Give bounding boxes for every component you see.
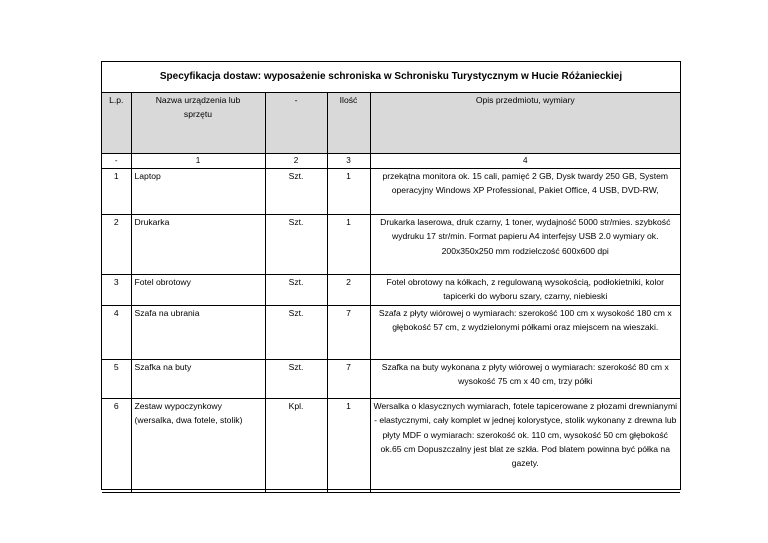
row-lp: 1 (102, 169, 131, 215)
row-name: Drukarka (131, 215, 265, 275)
row-lp: 2 (102, 215, 131, 275)
table-row (102, 360, 680, 399)
row-qty: 7 (327, 306, 370, 360)
row-name: Laptop (131, 169, 265, 215)
row-qty: 2 (327, 275, 370, 306)
row-lp: 5 (102, 360, 131, 399)
row-qty: 1 (327, 399, 370, 493)
column-number: 1 (131, 154, 265, 169)
header-row (102, 93, 680, 154)
table-row (102, 215, 680, 275)
row-description: Drukarka laserowa, druk czarny, 1 toner, wydajność 5000 str/mies. szybkość wydruku 17 str/min. Format papieru A4 interfejsy USB 2.0 wymiary ok. 200x350x250 mm rodzielczość 600x600 dpi (370, 215, 680, 275)
row-lp: 4 (102, 306, 131, 360)
column-number: 2 (265, 154, 327, 169)
row-description: Fotel obrotowy na kółkach, z regulowaną wysokością, podłokietniki, kolor tapicerki do wyboru szary, czarny, niebieski (370, 275, 680, 306)
row-name-note: (wersalka, dwa fotele, stolik) (134, 415, 243, 426)
row-description: Szafka na buty wykonana z płyty wiórowej o wymiarach: szerokość 80 cm x wysokość 75 cm x 40 cm, trzy półki (370, 360, 680, 399)
column-number: 4 (370, 154, 680, 169)
row-unit: Szt. (265, 215, 327, 275)
row-qty: 7 (327, 360, 370, 399)
header-unit: - (265, 93, 327, 154)
table-row (102, 169, 680, 215)
row-unit: Szt. (265, 275, 327, 306)
specification-sheet (101, 61, 681, 490)
column-numbering-row (102, 154, 680, 169)
row-name: Fotel obrotowy (131, 275, 265, 306)
table-row (102, 399, 680, 493)
row-lp: 3 (102, 275, 131, 306)
row-description: Wersalka o klasycznych wymiarach, fotele tapicerowane z płozami drewnianymi - elastycznymi, cały komplet w jednej kolorystyce, stolik wykonany z drewna lub płyty MDF o wymiarach: szerokość ok. 110 cm, wysokość 50 cm głębokość ok.65 cm Dopuszczalny jest blat ze szkła. Pod blatem powinna być półka na gazety. (370, 399, 680, 493)
column-number: - (102, 154, 131, 169)
header-name: Nazwa urządzenia lub sprzętu (131, 93, 265, 154)
header-desc: Opis przedmiotu, wymiary (370, 93, 680, 154)
row-qty: 1 (327, 215, 370, 275)
specification-table (102, 93, 680, 493)
table-row (102, 306, 680, 360)
row-name: Zestaw wypoczynkowy (134, 401, 222, 412)
row-unit: Szt. (265, 306, 327, 360)
table-row (102, 275, 680, 306)
row-unit: Kpl. (265, 399, 327, 493)
row-name: Szafa na ubrania (131, 306, 265, 360)
row-qty: 1 (327, 169, 370, 215)
row-unit: Szt. (265, 169, 327, 215)
row-description: przekątna monitora ok. 15 cali, pamięć 2 GB, Dysk twardy 250 GB, System operacyjny Windows XP Professional, Pakiet Office, 4 USB, DVD-RW, (370, 169, 680, 215)
header-qty: Ilość (327, 93, 370, 154)
header-lp: L.p. (102, 93, 131, 154)
row-lp: 6 (102, 399, 131, 493)
column-number: 3 (327, 154, 370, 169)
row-name-cell (131, 399, 265, 493)
row-name: Szafka na buty (131, 360, 265, 399)
row-unit: Szt. (265, 360, 327, 399)
row-description: Szafa z płyty wiórowej o wymiarach: szerokość 100 cm x wysokość 180 cm x głębokość 57 cm, z wydzielonymi półkami oraz miejscem na wieszaki. (370, 306, 680, 360)
document-title: Specyfikacja dostaw: wyposażenie schroniska w Schronisku Turystycznym w Hucie Różanieckiej (102, 62, 680, 93)
